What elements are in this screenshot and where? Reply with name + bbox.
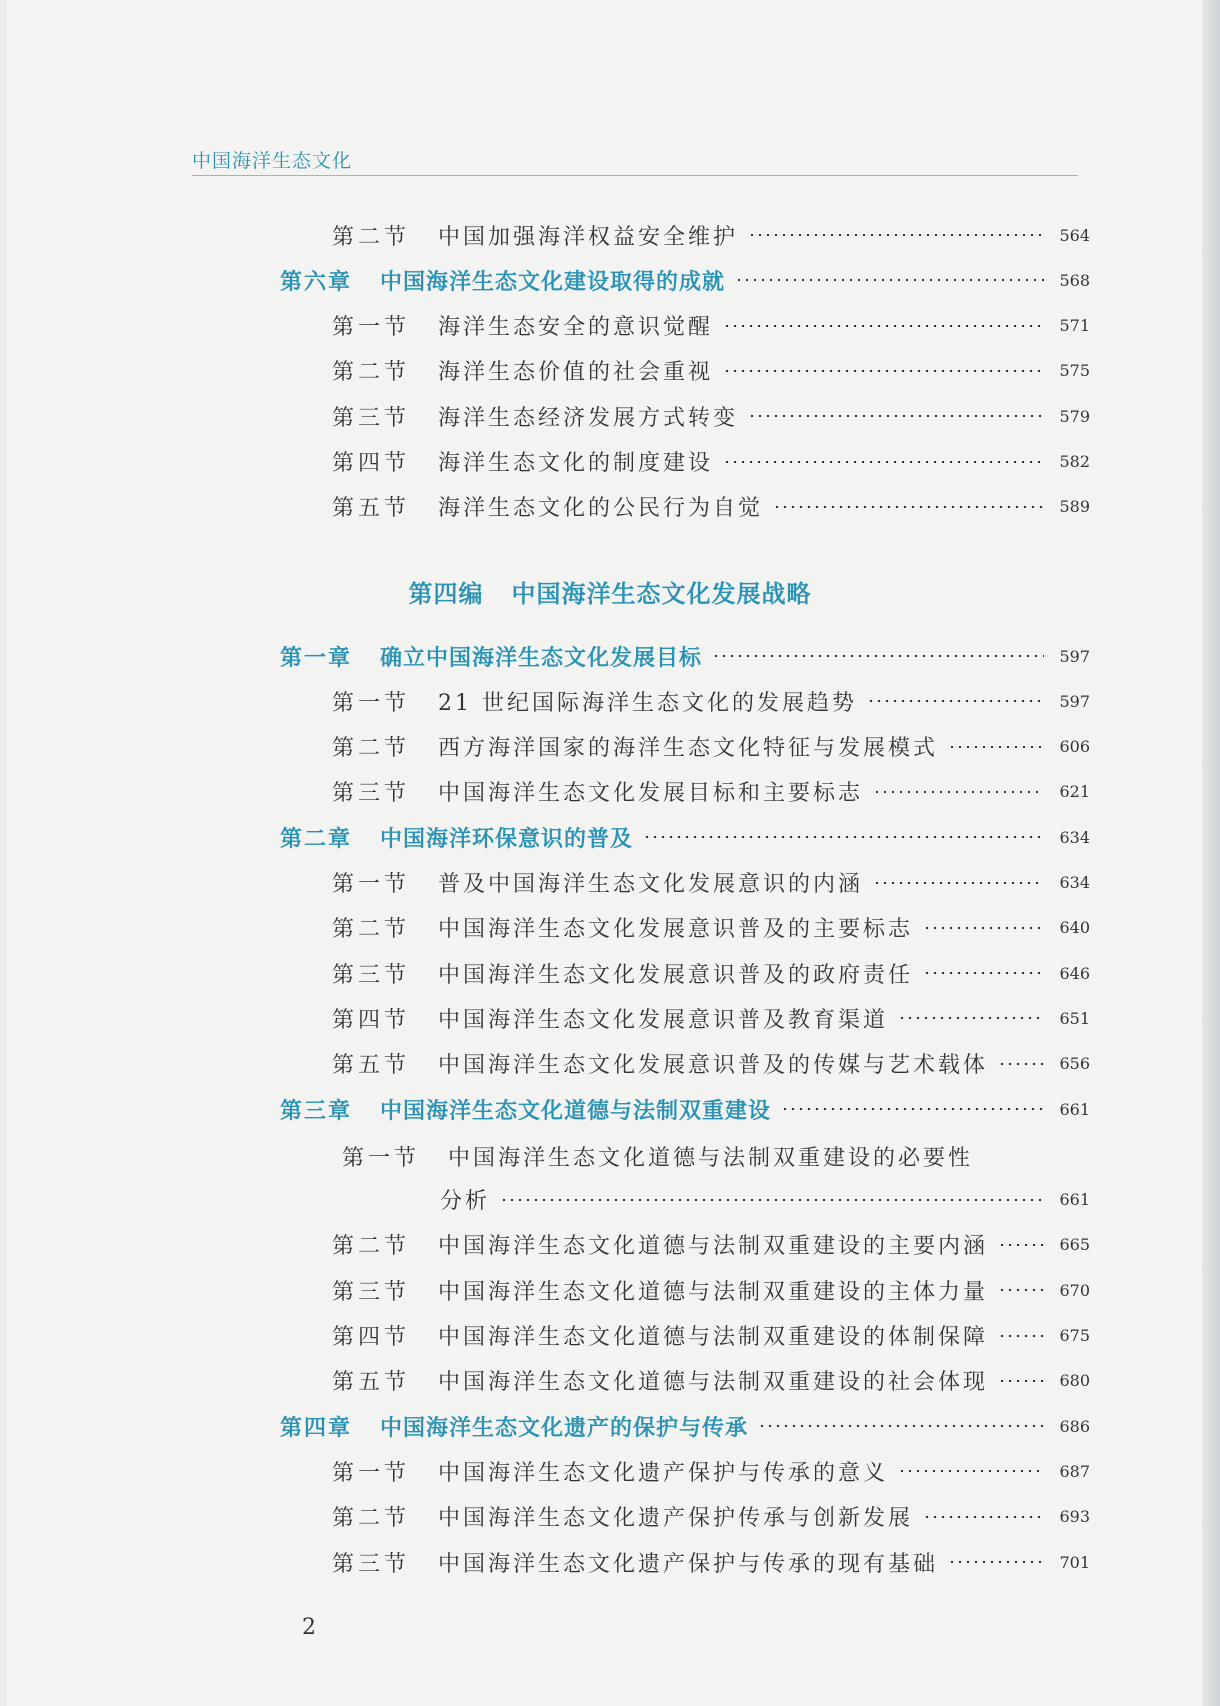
dot-leader	[735, 279, 1044, 281]
entry-title: 中国海洋生态文化发展意识普及的主要标志	[438, 917, 914, 943]
toc-section-entry	[332, 956, 1090, 990]
entry-number: 第二节	[332, 1506, 411, 1532]
dot-leader	[998, 1380, 1044, 1382]
entry-title: 西方海洋国家的海洋生态文化特征与发展模式	[438, 736, 939, 762]
toc-section-entry	[332, 1545, 1090, 1579]
entry-number: 第六章	[280, 269, 353, 295]
entry-page-number: 606	[1059, 737, 1090, 757]
toc-section-entry-continuation	[440, 1183, 1090, 1217]
entry-title: 中国海洋生态文化遗产的保护与传承	[380, 1415, 749, 1441]
entry-title: 中国海洋生态文化发展意识普及的传媒与艺术载体	[438, 1053, 989, 1079]
dot-leader	[923, 927, 1044, 929]
dot-leader	[998, 1063, 1044, 1065]
dot-leader	[781, 1108, 1044, 1110]
dot-leader	[773, 506, 1044, 508]
entry-page-number: 670	[1059, 1280, 1090, 1300]
entry-page-number: 621	[1059, 782, 1090, 802]
toc-section-entry	[332, 218, 1090, 252]
entry-page-number: 646	[1059, 963, 1090, 983]
toc-section-entry	[332, 684, 1090, 718]
toc-section-entry-wrapped	[342, 1141, 973, 1172]
entry-title: 中国海洋生态文化发展意识普及的政府责任	[438, 962, 914, 988]
toc-chapter-entry	[280, 1409, 1090, 1443]
entry-number: 第一节	[332, 872, 411, 897]
toc-section-entry	[332, 1454, 1090, 1488]
entry-number: 第三节	[332, 1279, 411, 1305]
entry-number: 第一节	[332, 315, 411, 341]
dot-leader	[748, 234, 1044, 236]
dot-leader	[867, 700, 1044, 702]
toc-chapter-entry	[280, 639, 1090, 673]
dot-leader	[998, 1335, 1044, 1337]
entry-title: 中国海洋生态文化道德与法制双重建设的社会体现	[438, 1370, 989, 1396]
dot-leader	[712, 655, 1044, 657]
entry-title: 普及中国海洋生态文化发展意识的内涵	[438, 872, 864, 897]
entry-title: 中国海洋生态文化遗产保护与传承的意义	[438, 1460, 889, 1486]
toc-section-entry	[332, 1001, 1090, 1035]
header-rule	[192, 175, 1078, 176]
entry-page-number: 640	[1059, 918, 1090, 938]
toc-section-entry	[332, 1047, 1090, 1081]
entry-page-number: 564	[1059, 225, 1090, 245]
entry-number: 第二节	[332, 360, 411, 386]
entry-number: 第一节	[342, 1146, 421, 1172]
toc-section-entry	[332, 911, 1090, 945]
entry-title: 海洋生态文化的公民行为自觉	[438, 496, 764, 522]
entry-page-number: 575	[1059, 361, 1090, 381]
entry-page-number: 597	[1059, 646, 1090, 666]
entry-number: 第二节	[332, 224, 411, 250]
entry-page-number: 661	[1059, 1099, 1090, 1119]
toc-section-entry	[332, 1228, 1090, 1262]
dot-leader	[873, 791, 1044, 793]
entry-page-number: 579	[1059, 406, 1090, 426]
entry-title: 中国海洋生态文化道德与法制双重建设的主体力量	[438, 1279, 989, 1305]
entry-title: 中国海洋生态文化道德与法制双重建设的体制保障	[438, 1325, 989, 1350]
entry-number: 第四章	[280, 1415, 353, 1441]
dot-leader	[948, 1561, 1044, 1563]
running-head: 中国海洋生态文化	[192, 150, 353, 172]
entry-title: 海洋生态价值的社会重视	[438, 360, 714, 386]
page-left-edge	[0, 0, 6, 1706]
entry-page-number: 680	[1059, 1371, 1090, 1391]
part-name: 中国海洋生态文化发展战略	[511, 580, 812, 608]
entry-number: 第二节	[332, 917, 411, 943]
entry-title: 确立中国海洋生态文化发展目标	[380, 645, 703, 671]
entry-title: 中国海洋生态文化建设取得的成就	[380, 269, 726, 295]
entry-page-number: 582	[1059, 452, 1090, 471]
dot-leader	[500, 1199, 1044, 1201]
toc-section-entry	[332, 354, 1090, 388]
toc-chapter-entry	[280, 263, 1090, 297]
toc-section-entry	[332, 1364, 1090, 1398]
entry-number: 第三节	[332, 405, 411, 431]
page-right-edge	[1202, 0, 1220, 1706]
entry-title: 海洋生态安全的意识觉醒	[438, 315, 714, 341]
dot-leader	[758, 1425, 1044, 1427]
entry-number: 第四节	[332, 451, 411, 476]
dot-leader	[723, 461, 1044, 463]
entry-page-number: 597	[1059, 691, 1090, 711]
entry-number: 第二节	[332, 1234, 411, 1260]
dot-leader	[873, 882, 1044, 884]
entry-number: 第五节	[332, 1053, 411, 1079]
entry-title: 21 世纪国际海洋生态文化的发展趋势	[438, 690, 858, 716]
entry-title: 海洋生态经济发展方式转变	[438, 405, 739, 431]
entry-page-number: 634	[1059, 873, 1090, 892]
entry-page-number: 661	[1059, 1190, 1090, 1210]
dot-leader	[898, 1017, 1044, 1019]
entry-page-number: 701	[1059, 1552, 1090, 1572]
entry-page-number: 634	[1059, 827, 1090, 847]
dot-leader	[723, 370, 1044, 372]
entry-title: 中国海洋生态文化道德与法制双重建设的主要内涵	[438, 1234, 989, 1260]
entry-page-number: 656	[1059, 1054, 1090, 1074]
entry-page-number: 693	[1059, 1507, 1090, 1527]
entry-page-number: 687	[1059, 1461, 1090, 1481]
toc-section-entry	[332, 866, 1090, 900]
toc-section-entry	[332, 730, 1090, 764]
toc-section-entry	[332, 490, 1090, 524]
entry-number: 第五节	[332, 496, 411, 522]
entry-page-number: 568	[1059, 270, 1090, 290]
toc-section-entry	[332, 1273, 1090, 1307]
entry-title: 中国海洋生态文化遗产保护传承与创新发展	[438, 1506, 914, 1532]
entry-number: 第三节	[332, 962, 411, 988]
entry-title: 海洋生态文化的制度建设	[438, 451, 714, 476]
entry-title: 中国海洋生态文化道德与法制双重建设的必要性	[448, 1146, 974, 1172]
entry-title: 中国海洋环保意识的普及	[380, 826, 634, 852]
entry-page-number: 665	[1059, 1235, 1090, 1255]
toc-section-entry	[332, 399, 1090, 433]
entry-number: 第五节	[332, 1370, 411, 1396]
entry-number: 第三节	[332, 781, 411, 807]
entry-page-number: 651	[1059, 1008, 1090, 1028]
toc-section-entry	[332, 1500, 1090, 1534]
dot-leader	[948, 746, 1044, 748]
entry-title-continuation: 分析	[440, 1189, 491, 1215]
dot-leader	[923, 1516, 1044, 1518]
entry-number: 第一节	[332, 1460, 411, 1486]
toc-chapter-entry	[280, 1092, 1090, 1126]
dot-leader	[723, 325, 1044, 327]
entry-number: 第二节	[332, 736, 411, 762]
dot-leader	[923, 972, 1044, 974]
entry-page-number: 571	[1059, 316, 1090, 336]
entry-number: 第四节	[332, 1325, 411, 1350]
toc-section-entry	[332, 309, 1090, 343]
entry-number: 第三章	[280, 1098, 353, 1124]
part-title	[0, 574, 1220, 609]
entry-number: 第一章	[280, 645, 353, 671]
entry-page-number: 686	[1059, 1416, 1090, 1436]
entry-number: 第三节	[332, 1551, 411, 1577]
dot-leader	[998, 1244, 1044, 1246]
toc-section-entry	[332, 775, 1090, 809]
dot-leader	[748, 415, 1044, 417]
entry-page-number: 675	[1059, 1326, 1090, 1345]
dot-leader	[643, 836, 1044, 838]
entry-number: 第一节	[332, 690, 411, 716]
entry-number: 第二章	[280, 826, 353, 852]
part-label: 第四编	[408, 580, 484, 608]
entry-title: 中国海洋生态文化遗产保护与传承的现有基础	[438, 1551, 939, 1577]
entry-title: 中国加强海洋权益安全维护	[438, 224, 739, 250]
toc-section-entry	[332, 445, 1090, 479]
entry-number: 第四节	[332, 1007, 411, 1033]
dot-leader	[998, 1289, 1044, 1291]
entry-title: 中国海洋生态文化发展意识普及教育渠道	[438, 1007, 889, 1033]
entry-page-number: 589	[1059, 497, 1090, 517]
toc-chapter-entry	[280, 820, 1090, 854]
dot-leader	[898, 1470, 1044, 1472]
toc-section-entry	[332, 1319, 1090, 1353]
entry-title: 中国海洋生态文化发展目标和主要标志	[438, 781, 864, 807]
entry-title: 中国海洋生态文化道德与法制双重建设	[380, 1098, 772, 1124]
page-number: 2	[302, 1615, 316, 1640]
